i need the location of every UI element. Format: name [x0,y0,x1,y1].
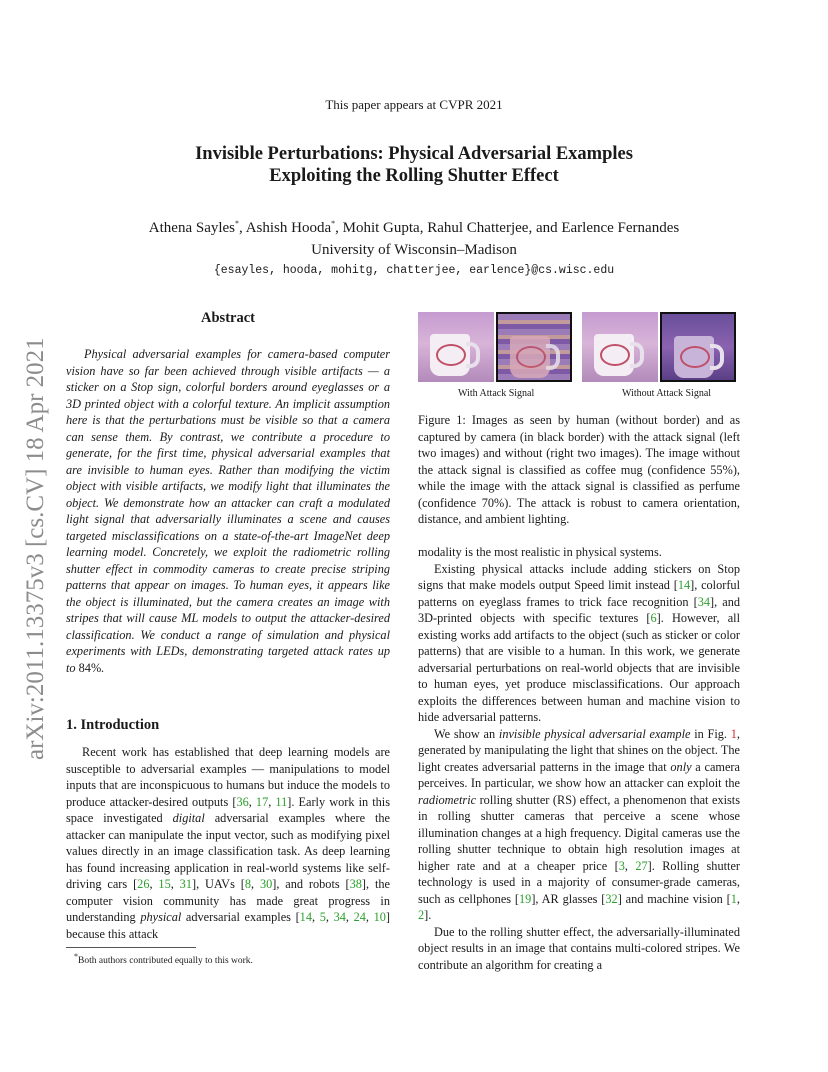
coffee-mug [674,336,714,378]
body-text: ], colorful patterns on eyeglass frames to trick face recognition [ [418,578,740,609]
citation-link[interactable]: 32 [605,891,618,906]
figure-label-with-signal: With Attack Signal [458,388,535,399]
body-text: rolling shutter (RS) effect, a phenomenon that exists in rolling shutter cameras that perceive a scene whose illumination changes at a high frequency. Digital cameras use the rolling shutter technique to obtain high resolution images at higher rate and at a cheaper price [ [418,792,740,873]
footnote [74,952,394,966]
author-name: Mohit Gupta [342,220,420,236]
citation-link[interactable]: 27 [635,858,648,873]
citation-link[interactable]: 36 [236,794,249,809]
body-text: in Fig. [690,726,731,741]
footnote-text: Both authors contributed equally to this work. [78,956,253,967]
emphasis: only [670,759,692,774]
abstract-body [66,346,390,676]
affiliation: University of Wisconsin–Madison [311,242,517,258]
body-text: We show an [434,726,499,741]
mug-photo-camera-view-without-signal [660,312,736,382]
citation-link[interactable]: 34 [697,594,710,609]
body-text: Existing physical attacks include adding stickers on Stop signs that make models output Speed limit instead [ [418,561,740,592]
citation-link[interactable]: 3 [618,858,625,873]
footnote-rule [66,947,196,948]
body-paragraph [418,561,740,726]
body-text: ], AR glasses [ [531,891,606,906]
mug-photo-human-view-without-signal [582,312,658,382]
coffee-mug [510,336,550,378]
mug-decoration [516,346,546,368]
citation-link[interactable]: 10 [373,910,386,924]
intro-text: ] because this attack [66,910,390,941]
body-text: ] and machine vision [ [617,891,731,906]
intro-text: ]. Early work in this space investigated [66,794,390,825]
intro-text: ], and robots [ [272,877,350,891]
citation-link[interactable]: 30 [259,877,273,891]
body-paragraph: We show an invisible physical adversarial example in Fig. 1, generated by manipulating the light that shines on the object. The light creates adversarial patterns in the image that only a camera perceives. In particular, we show how an attacker can exploit the radiometric rolling shutter (RS) effect, a phenomenon that exists in rolling shutter cameras that perceive a scene whose illumination changes at a high frequency. Digital cameras use the rolling shutter technique to obtain high resolution images at higher rate and at a cheaper price [3, 27]. Rolling shutter technology is used in a majority of consumer-grade cameras, such as cellphones [19], AR glasses [32] and machine vision [1, 2]. [418,726,740,922]
mug-handle [466,342,480,368]
author-name: Rahul Chatterjee [427,220,529,236]
citation-link[interactable]: 31 [179,877,192,891]
mug-photo-camera-view-with-signal [496,312,572,382]
intro-text: Recent work has established that deep learning models are susceptible to adversarial examples — manipulations to model inputs that are inconspicuous to humans but induce the models to produce attacker-desired outputs [ [66,745,390,809]
body-text: , generated by manipulating the light that shines on the object. The light creates adversarial patterns in the image that [418,726,740,774]
intro-text: ], the computer vision community has made great progress in understanding [66,877,390,924]
abstract-text: Physical adversarial examples for camera-based computer vision have so far been achieved through visible artifacts — a sticker on a Stop sign, colorful borders around eyeglasses or a 3D printed object with a colorful texture. An implicit assumption here is that the perturbations must be visible so that a camera can sense them. By contrast, we contribute a procedure to generate, for the first time, physical adversarial examples that are invisible to human eyes. Rather than modifying the victim object with visible artifacts, we modify light that illuminates the object. We demonstrate how an attacker can craft a modulated light signal that adversarially illuminates a scene and causes targeted misclassifications on a state-of-the-art ImageNet deep learning model. Concretely, we exploit the radiometric rolling shutter effect in commodity cameras to create precise striping patterns that appear on images. To human eyes, it appears like the object is illuminated, but the camera creates an image with stripes that will cause ML models to output the attacker-desired classification. We conduct a range of simulation and physical experiments with LEDs, demonstrating targeted attack rates up to [66,347,390,675]
mug-decoration [436,344,466,366]
author-name: and Earlence Fernandes [535,220,680,236]
citation-link[interactable]: 34 [333,910,346,924]
body-text: ], and 3D-printed objects with specific textures [ [418,594,740,625]
figure-1-caption: Figure 1: Images as seen by human (without border) and as captured by camera (in black border) with the attack signal (left two images) and without (right two images). The image without the attack signal is classified as coffee mug (confidence 55%), while the image with the attack signal is classified as perfume (confidence 70%). The attack is robust to camera orientation, distance, and ambient lighting. [418,413,740,526]
equal-contribution-mark: * [331,219,336,228]
citation-link[interactable]: 26 [137,877,150,891]
author-name: Athena Sayles [148,220,236,236]
figure-reference-link[interactable]: 1 [730,726,737,741]
figure-1 [418,312,740,402]
mug-handle [546,344,560,370]
arxiv-identifier: arXiv:2011.13375v3 [cs.CV] 18 Apr 2021 [22,337,49,760]
citation-link[interactable]: 8 [244,877,251,891]
citation-link[interactable]: 5 [319,910,326,924]
emphasis: invisible physical adversarial example [498,726,691,741]
citation-link[interactable]: 38 [349,877,362,891]
citation-link[interactable]: 6 [650,611,657,625]
figure-label-without-signal: Without Attack Signal [622,388,712,399]
mug-handle [710,344,724,370]
intro-text: adversarial examples where the attacker can manipulate the input vector, such as modifying pixel values directly in an image classification task. As deep learning has found increasing application in real-world systems like self-driving cars [ [66,811,390,891]
emphasis: physical [140,910,182,924]
citation-link[interactable]: 14 [299,910,312,924]
footnote-mark: * [74,952,78,961]
citation-link[interactable]: 11 [275,794,288,809]
citation-link[interactable]: 17 [255,794,269,809]
abstract-heading: Abstract [201,310,255,326]
emphasis: digital [172,811,205,825]
citation-link[interactable]: 1 [730,891,737,906]
body-text: ]. However, all existing works add artifacts to the object (such as sticker or color patterns) that are visible to a human. In this work, we generate adversarial perturbations on real-world objects that are invisible to human eyes, yet produce misclassifications. Our approach exploits the differences between human and machine vision to hide adversarial patterns. [418,611,740,724]
venue-note: This paper appears at CVPR 2021 [325,97,503,112]
title-line-2: Exploiting the Rolling Shutter Effect [269,166,559,186]
citation-link[interactable]: 24 [353,910,366,924]
coffee-mug [430,334,470,376]
citation-link[interactable]: 14 [677,578,691,592]
continuation-paragraph: modality is the most realistic in physical systems. [418,545,662,559]
citation-link[interactable]: 19 [519,891,532,906]
mug-decoration [600,344,630,366]
emphasis: radiometric [418,792,477,807]
author-name: Ashish Hooda [245,220,332,236]
author-list: Athena Sayles*, Ashish Hooda*, Mohit Gupta, Rahul Chatterjee, and Earlence Fernandes [148,219,680,236]
attack-rate: 84% [78,660,102,675]
mug-handle [630,342,644,368]
body-text: a camera perceives. In particular, we show how an attacker can exploit the [418,759,740,790]
section-heading-introduction: 1. Introduction [66,717,160,733]
author-emails: {esayles, hooda, mohitg, chatterjee, earlence}@cs.wisc.edu [213,264,615,277]
intro-text: ], UAVs [ [191,877,245,891]
introduction-body [66,744,390,942]
body-text: ]. Rolling shutter technology is used in a majority of consumer-grade cameras, such as cellphones [ [418,858,740,906]
mug-decoration [680,346,710,368]
introduction-paragraph: Recent work has established that deep learning models are susceptible to adversarial examples — manipulations to model inputs that are inconspicuous to humans but induce the models to produce attacker-desired outputs [36, 17, 11]. Early work in this space investigated digital adversarial examples where the attacker can manipulate the input vector, such as modifying pixel values directly in an image classification task. As deep learning has found increasing application in real-world systems like self-driving cars [26, 15, 31], UAVs [8, 30], and robots [38], the computer vision community has made great progress in understanding physical adversarial examples [14, 5, 34, 24, 10] because this attack [66,745,390,941]
right-column-body [418,544,740,973]
paper-title [0,143,828,187]
mug-photo-human-view-with-signal [418,312,494,382]
citation-link[interactable]: 2 [418,908,425,922]
abstract-paragraph [66,346,390,676]
citation-link[interactable]: 15 [158,877,171,891]
intro-text: adversarial examples [ [181,910,300,924]
body-paragraph: Due to the rolling shutter effect, the adversarially-illuminated object results in an image that contains multi-colored stripes. We contribute an algorithm for creating a [418,924,740,972]
body-text: ]. [424,908,432,922]
abstract-end: . [101,660,105,675]
equal-contribution-mark: * [235,219,240,228]
coffee-mug [594,334,634,376]
title-line-1: Invisible Perturbations: Physical Adversarial Examples [195,144,633,164]
